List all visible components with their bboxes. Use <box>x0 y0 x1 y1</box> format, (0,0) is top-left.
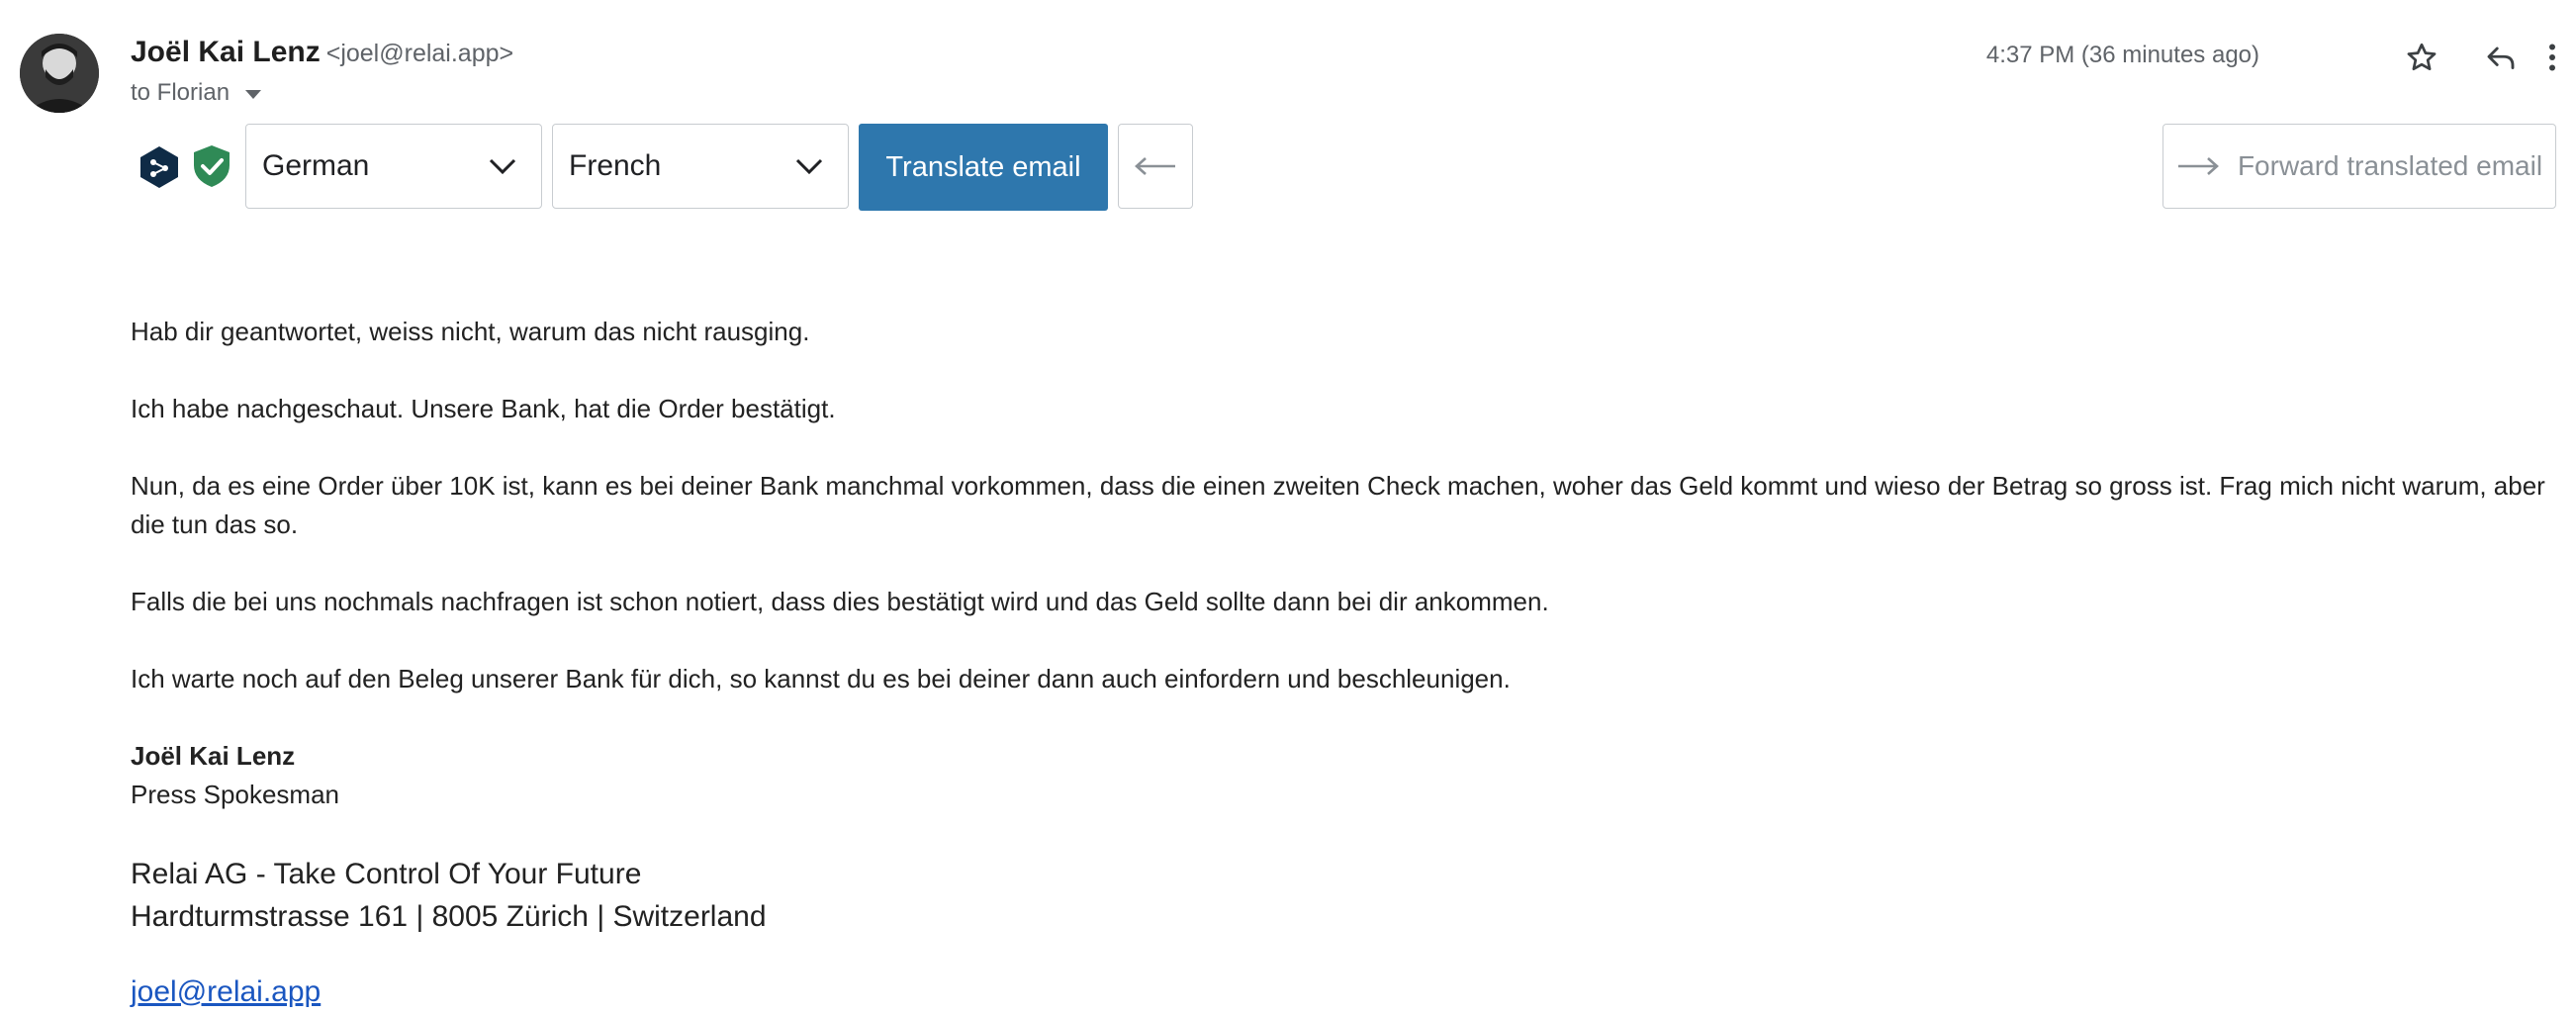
reply-icon <box>2483 40 2519 75</box>
body-paragraph: Nun, da es eine Order über 10K ist, kann es bei deiner Bank manchmal vorkommen, dass die einen zweiten Check machen, woher das Geld kommt und wieso der Betrag so gross ist. Frag mich nicht warum, aber die tun das so. <box>131 471 2545 539</box>
body-paragraph: Ich habe nachgeschaut. Unsere Bank, hat die Order bestätigt. <box>131 394 836 423</box>
chevron-down-icon <box>794 156 824 176</box>
back-arrow-button[interactable] <box>1118 124 1193 209</box>
star-button[interactable] <box>2398 34 2445 81</box>
body-paragraph: Ich warte noch auf den Beleg unserer Bank für dich, so kannst du es bei deiner dann auch einfordern und beschleunigen. <box>131 664 1511 693</box>
body-paragraph: Falls die bei uns nochmals nachfragen ist schon notiert, dass dies bestätigt wird und das Geld sollte dann bei dir ankommen. <box>131 587 1549 616</box>
timestamp: 4:37 PM (36 minutes ago) <box>1985 42 2259 68</box>
message-body <box>131 313 2554 1012</box>
sender-line <box>131 36 513 69</box>
recipient-line <box>131 79 261 107</box>
reply-button[interactable] <box>2477 34 2525 81</box>
target-language-value: French <box>569 149 662 182</box>
forward-translated-email-button[interactable] <box>2162 124 2556 209</box>
signature-email-link[interactable]: joel@relai.app <box>131 975 322 1008</box>
deepl-logo-icon <box>138 145 180 189</box>
sender-name[interactable]: Joël Kai Lenz <box>131 36 321 68</box>
arrow-left-icon <box>1134 156 1177 176</box>
more-options-button[interactable] <box>2529 34 2576 81</box>
star-icon <box>2404 40 2439 75</box>
sender-email: <joel@relai.app> <box>325 40 514 67</box>
forward-translated-email-label: Forward translated email <box>2237 150 2543 181</box>
translate-email-button[interactable]: Translate email <box>859 124 1108 211</box>
signature-title: Press Spokesman <box>131 780 339 809</box>
source-language-select[interactable] <box>245 124 542 209</box>
source-language-value: German <box>262 149 370 182</box>
signature <box>131 737 2554 1012</box>
signature-address: Hardturmstrasse 161 | 8005 Zürich | Switzerland <box>131 900 767 933</box>
avatar[interactable] <box>20 34 99 113</box>
avatar-image <box>20 34 99 113</box>
body-paragraph: Hab dir geantwortet, weiss nicht, warum das nicht rausging. <box>131 317 810 346</box>
chevron-down-icon <box>488 156 517 176</box>
translator-toolbar <box>138 124 2556 211</box>
target-language-select[interactable] <box>552 124 849 209</box>
recipient-details-caret-icon[interactable] <box>245 90 261 99</box>
arrow-right-icon <box>2176 156 2220 176</box>
recipient-label: to Florian <box>131 79 230 106</box>
signature-company: Relai AG - Take Control Of Your Future <box>131 858 642 890</box>
more-vert-icon <box>2534 40 2570 75</box>
signature-name: Joël Kai Lenz <box>131 741 296 771</box>
shield-check-icon <box>190 143 233 189</box>
